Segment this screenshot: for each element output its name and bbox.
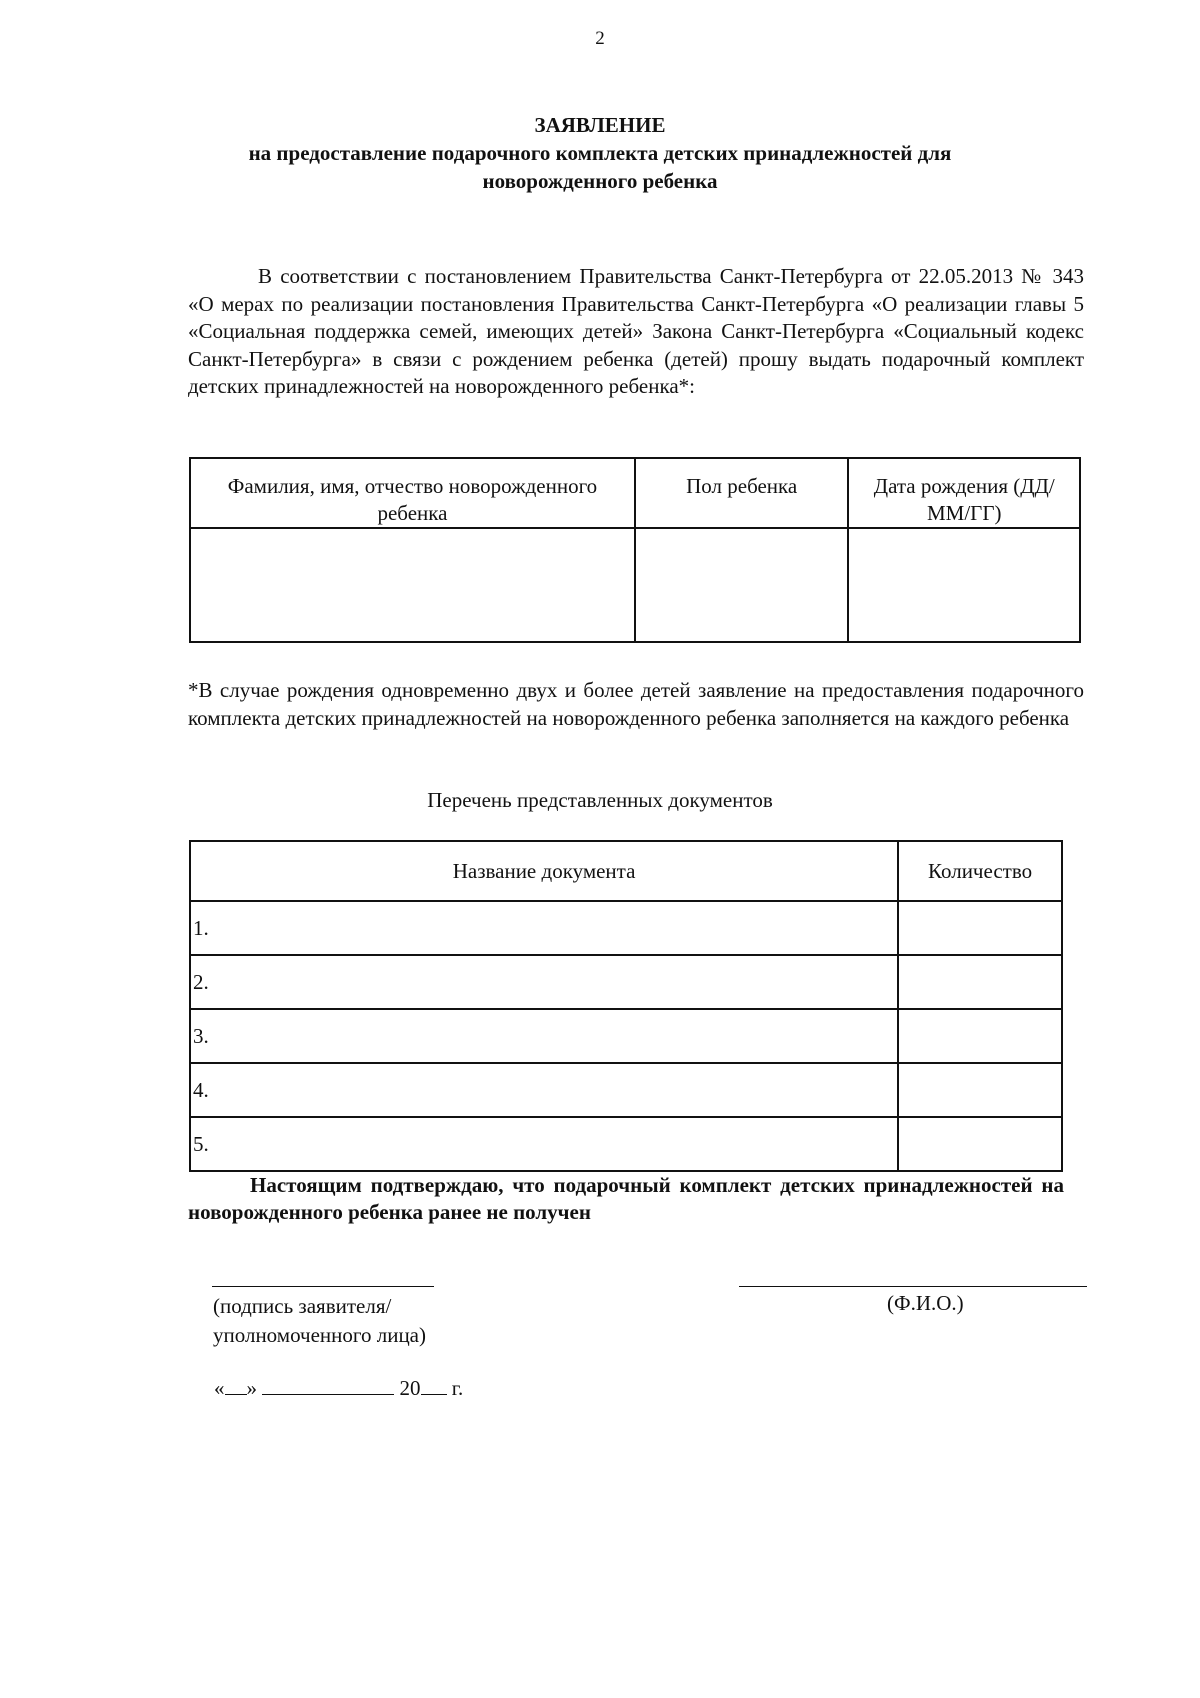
child-info-table [189,457,1081,643]
child-table-header-row [190,458,1080,528]
document-name-header: Название документа [190,841,898,901]
confirmation-text: Настоящим подтверждаю, что подарочный комплект детских принадлежностей на новорожденного ребенка ранее не получен [188,1173,1064,1224]
year-prefix: 20 [399,1376,421,1400]
signature-caption-line2: уполномоченного лица) [213,1323,426,1347]
documents-list-title: Перечень представленных документов [427,788,773,812]
intro-paragraph [188,263,1084,401]
table-row [190,1117,1062,1171]
document-name-cell[interactable]: 4. [190,1063,898,1117]
document-count-header: Количество [898,841,1062,901]
fio-line[interactable] [739,1286,1087,1287]
document-name-cell[interactable]: 5. [190,1117,898,1171]
child-table-row [190,528,1080,642]
table-row [190,901,1062,955]
child-birthdate-header: Дата рождения (ДД/ММ/ГГ) [848,458,1080,528]
table-row [190,955,1062,1009]
table-row [190,1009,1062,1063]
child-sex-header: Пол ребенка [635,458,849,528]
page-number: 2 [595,28,605,49]
document-subtitle-line1: на предоставление подарочного комплекта детских принадлежностей для [248,141,952,165]
child-birthdate-cell[interactable] [848,528,1080,642]
signature-caption-line1: (подпись заявителя/ [213,1294,392,1318]
document-count-cell[interactable] [898,1117,1062,1171]
date-open-quote: « [214,1376,225,1400]
child-sex-cell[interactable] [635,528,849,642]
table-row [190,1063,1062,1117]
year-suffix: г. [451,1376,464,1400]
document-name-cell[interactable]: 3. [190,1009,898,1063]
confirmation-statement [188,1172,1064,1226]
signature-caption [213,1292,426,1350]
date-close-quote: » [246,1376,257,1400]
document-count-cell[interactable] [898,955,1062,1009]
document-count-cell[interactable] [898,1009,1062,1063]
signature-line[interactable] [212,1286,434,1287]
child-name-cell[interactable] [190,528,635,642]
year-blank[interactable] [421,1374,447,1395]
document-count-cell[interactable] [898,1063,1062,1117]
date-line [214,1374,463,1401]
day-blank[interactable] [225,1374,247,1395]
document-name-cell[interactable]: 2. [190,955,898,1009]
document-title: ЗАЯВЛЕНИЕ [534,113,666,137]
documents-header-row [190,841,1062,901]
document-name-cell[interactable]: 1. [190,901,898,955]
footnote: *В случае рождения одновременно двух и более детей заявление на предоставления подарочного комплекта детских принадлежностей на новорожденного ребенка заполняется на каждого ребенка [188,678,1084,730]
month-blank[interactable] [262,1374,394,1395]
document-count-cell[interactable] [898,901,1062,955]
document-subtitle-line2: новорожденного ребенка [482,169,718,193]
child-name-header: Фамилия, имя, отчество новорожденного ребенка [190,458,635,528]
intro-paragraph-text: В соответствии с постановлением Правительства Санкт-Петербурга от 22.05.2013 № 343 «О мерах по реализации постановления Правительства Санкт-Петербурга «О реализации главы 5 «Социальная поддержка семей, имеющих детей» Закона Санкт-Петербурга «Социальный кодекс Санкт-Петербурга» в связи с рождением ребенка (детей) прошу выдать подарочный комплект детских принадлежностей на новорожденного ребенка*: [188,264,1084,399]
documents-table [189,840,1063,1172]
fio-caption: (Ф.И.О.) [887,1291,964,1315]
